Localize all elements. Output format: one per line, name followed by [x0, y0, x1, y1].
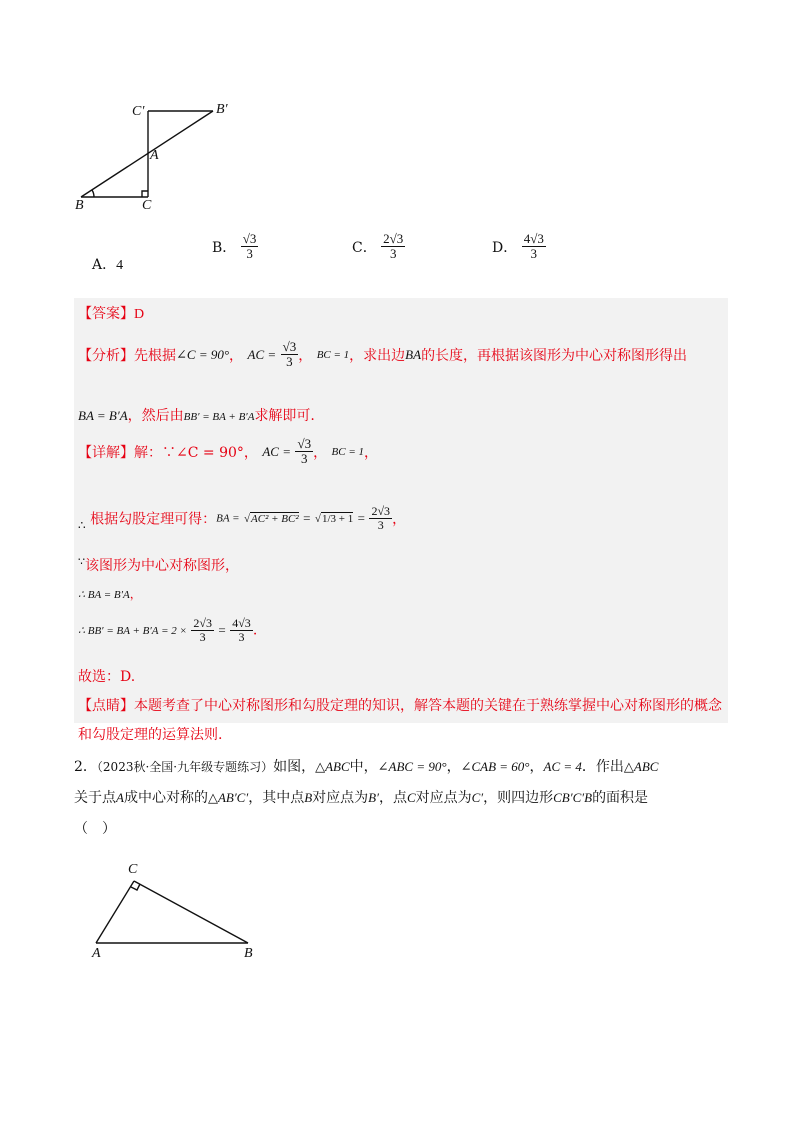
q2-line2-g: ，则四边形: [483, 790, 554, 806]
detail-text-3: 该图形为中心对称图形，: [85, 558, 239, 574]
detail-t5-eq: =: [218, 622, 226, 638]
q2-line2-h: 的面积是: [592, 790, 649, 806]
analysis-bc: BC = 1: [316, 348, 350, 361]
figure-2: [85, 870, 265, 955]
answer-line: [78, 303, 144, 323]
label-c-2: C: [128, 862, 138, 877]
analysis-eq: BA = B′A: [78, 408, 128, 423]
q2-line2-a: 关于点: [74, 790, 116, 806]
detail-tag: 【详解】: [78, 444, 134, 461]
pyth-lhs: BA =: [216, 512, 240, 525]
pyth-eq-2: =: [357, 510, 366, 526]
option-d-letter: D．: [492, 239, 518, 256]
detail-ac: AC =: [262, 443, 291, 459]
detail-comma-4: ，: [129, 587, 142, 601]
q2-text-1: 如图，: [273, 759, 316, 775]
detail-line-3: [78, 555, 239, 575]
pyth-eq-1: =: [303, 510, 311, 526]
q2-cond-1: ∠ABC = 90°: [377, 759, 447, 774]
detail-line-4: [78, 585, 142, 602]
detail-text-2: 根据勾股定理可得：: [90, 511, 217, 528]
comment-tag: 【点睛】: [78, 698, 134, 714]
detail-t5-fraction-2: $\frac{4√3}{3}$: [232, 616, 251, 645]
q2-point-b-prime: B′: [368, 790, 379, 805]
comment-line-1: [78, 695, 722, 715]
q2-text-3: ．作出: [581, 759, 624, 775]
detail-line-5: [78, 617, 257, 644]
label-c-prime: C′: [132, 104, 145, 119]
option-d-fraction: $\frac{4√3}{3}$: [523, 231, 544, 262]
analysis-tag: 【分析】: [78, 347, 134, 364]
detail-comma-1: ，: [313, 444, 328, 461]
q2-cond-2: ∠CAB = 60°: [460, 759, 530, 774]
detail-t5-pre: ∴ BB′ = BA + B′A = 2 ×: [78, 625, 187, 638]
label-c: C: [142, 198, 152, 213]
detail-period: .: [252, 622, 258, 639]
analysis-angle-c: ∠C = 90°: [176, 346, 230, 362]
q2-point-c: C: [406, 790, 416, 805]
q2-sep-2: ，: [529, 759, 544, 775]
seg-c-b: [134, 881, 248, 943]
q2-text-2: 中，: [349, 759, 378, 775]
option-d[interactable]: [492, 232, 546, 262]
right-angle-mark: [142, 191, 148, 197]
seg-b-b-prime: [81, 111, 213, 197]
option-c[interactable]: [352, 232, 405, 262]
label-a-2: A: [92, 946, 101, 961]
detail-line-1: [78, 437, 378, 467]
pyth-radical-2: √ 1/3 + 1: [315, 512, 353, 525]
option-b-letter: B．: [212, 239, 237, 256]
label-b-prime: B′: [216, 102, 228, 117]
q2-triangle: △ABC: [315, 759, 350, 774]
option-a[interactable]: [92, 254, 123, 274]
q2-line2-b: 成中心对称的: [123, 790, 208, 806]
seg-a-c: [96, 881, 134, 943]
q2-line2-e: ，点: [378, 790, 407, 806]
comment-text-1: 本题考查了中心对称图形和勾股定理的知识，解答本题的关键在于熟练掌握中心对称图形的概念: [134, 698, 722, 714]
detail-comma-3: ，: [392, 511, 407, 528]
option-c-fraction: $\frac{2√3}{3}$: [383, 231, 404, 262]
therefore-symbol: ∴: [78, 518, 86, 533]
analysis-sum: BB′ = BA + B′A: [183, 411, 255, 423]
q2-point-a: A: [116, 790, 124, 805]
analysis-comma-2: ，: [298, 347, 313, 364]
analysis-ac-fraction: $\frac{√3}{3}$: [282, 339, 297, 370]
detail-line-2: [78, 505, 406, 532]
comment-text-2: 和勾股定理的运算法则.: [78, 727, 223, 743]
q2-triangle-3: △AB′C′: [207, 790, 249, 805]
question-2-line-1: [74, 756, 658, 776]
question-2-blank[interactable]: [74, 818, 116, 838]
analysis-ba: BA: [405, 346, 422, 362]
label-a: A: [150, 148, 159, 163]
label-b-2: B: [244, 946, 253, 961]
q2-sep-1: ，: [446, 759, 461, 775]
analysis-text-2: ，求出边: [349, 347, 406, 364]
analysis-text-1: 先根据: [134, 347, 176, 364]
comment-line-2: [78, 724, 222, 744]
analysis-text-4: ，然后由: [127, 408, 184, 424]
analysis-ac: AC =: [247, 346, 277, 362]
analysis-text-5: 求解即可.: [254, 408, 315, 424]
detail-text-1: 解：∵∠C = 90°，: [134, 444, 258, 461]
q2-point-b: B: [304, 790, 313, 805]
analysis-text-3: 的长度，再根据该图形为中心对称图形得出: [421, 347, 688, 364]
option-c-letter: C．: [352, 239, 377, 256]
label-b: B: [75, 198, 84, 213]
q2-point-c-prime: C′: [471, 790, 484, 805]
detail-conclusion-text: 故选：D.: [78, 669, 136, 685]
option-b-fraction: $\frac{√3}{3}$: [242, 231, 257, 262]
q2-cond-3: AC = 4: [543, 759, 582, 774]
pyth-fraction: $\frac{2√3}{3}$: [371, 504, 391, 533]
analysis-line-1: [78, 340, 687, 370]
analysis-line-2: [78, 405, 315, 425]
pyth-radical: √ AC² + BC²: [244, 512, 299, 525]
answer-value: D: [134, 307, 145, 322]
q2-triangle-2: △ABC: [623, 759, 659, 774]
detail-comma-2: ，: [364, 444, 379, 461]
q2-quadrilateral: CB′C′B: [553, 790, 593, 805]
detail-t5-fraction-1: $\frac{2√3}{3}$: [193, 616, 212, 645]
question-2-number: 2．: [74, 759, 97, 775]
option-a-letter: A．: [92, 257, 117, 273]
question-2-source: （2023秋·全国·九年级专题练习）: [96, 760, 274, 774]
option-b[interactable]: [212, 232, 258, 262]
option-a-value: 4: [116, 258, 124, 273]
q2-line2-c: ，其中点: [248, 790, 305, 806]
analysis-comma: ，: [229, 347, 244, 364]
q2-line2-f: 对应点为: [415, 790, 472, 806]
detail-text-4: ∴ BA = B′A: [78, 589, 130, 601]
detail-ac-fraction: $\frac{√3}{3}$: [297, 436, 312, 467]
detail-conclusion: [78, 666, 135, 686]
angle-mark: [92, 190, 94, 197]
q2-line2-d: 对应点为: [312, 790, 369, 806]
detail-bc: BC = 1: [331, 445, 365, 458]
answer-tag: 【答案】: [78, 306, 134, 322]
because-symbol: ∵: [78, 555, 85, 568]
q2-answer-paren: （ ）: [74, 821, 116, 837]
question-2-line-2: [74, 787, 648, 807]
